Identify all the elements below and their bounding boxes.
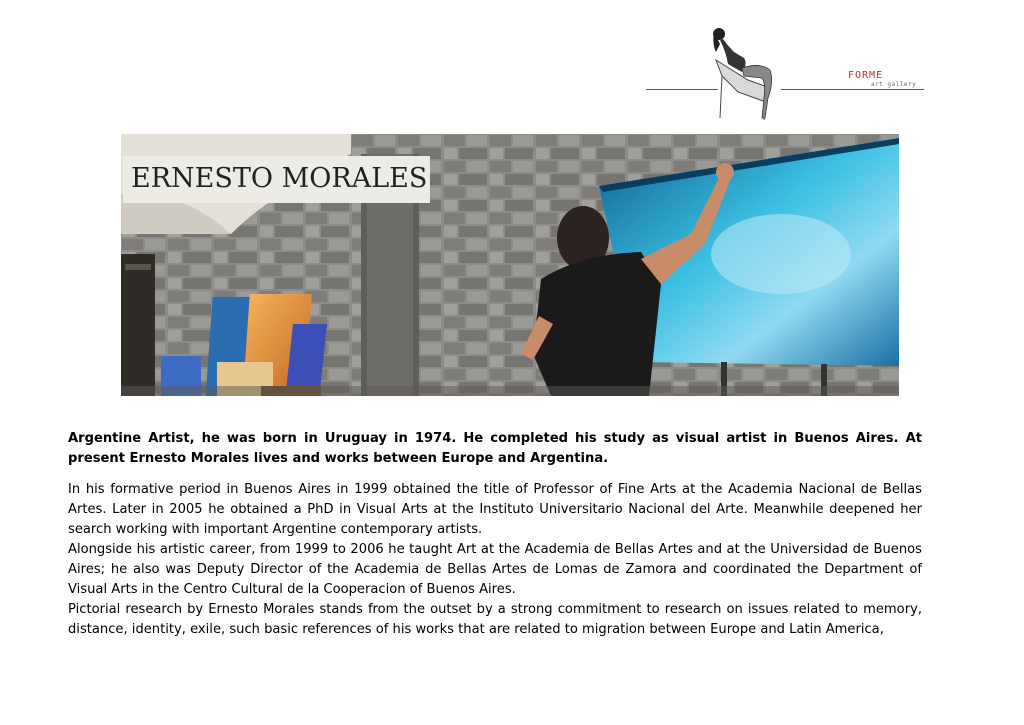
gallery-logo (646, 22, 926, 122)
bio-paragraph: In his formative period in Buenos Aires in 1999 obtained the title of Professor of Fine Arts at the Academia Nacional de Bellas Artes. Later in 2005 he obtained a PhD in Visual Arts at the Instituto Universitario Nacional del Arte. Meanwhile deepened her search working with important Argentine contemporary artists. (68, 482, 922, 537)
bio-intro: Argentine Artist, he was born in Uruguay in 1974. He completed his study as visual artist in Buenos Aires. At present Ernesto Morales lives and works between Europe and Argentina. (68, 431, 922, 466)
seated-figure-logo-icon (708, 22, 786, 122)
artist-biography (68, 429, 922, 640)
logo-divider-right (781, 89, 924, 90)
logo-brand-text: FORME (848, 70, 884, 81)
logo-subtitle-text: art gallery (871, 81, 917, 88)
bio-paragraph: Pictorial research by Ernesto Morales stands from the outset by a strong commitment to research on issues related to memory, distance, identity, exile, such basic references of his works that are related to migration between Europe and Latin America, (68, 602, 922, 637)
bio-paragraph: Alongside his artistic career, from 1999 to 2006 he taught Art at the Academia de Bellas Artes and at the Universidad de Buenos Aires; he also was Deputy Director of the Academia de Bellas Artes de Lomas de Zamora and coordinated the Department of Visual Arts in the Centro Cultural de la Cooperacion of Buenos Aires. (68, 542, 922, 597)
artist-name-title: ERNESTO MORALES (123, 156, 430, 203)
